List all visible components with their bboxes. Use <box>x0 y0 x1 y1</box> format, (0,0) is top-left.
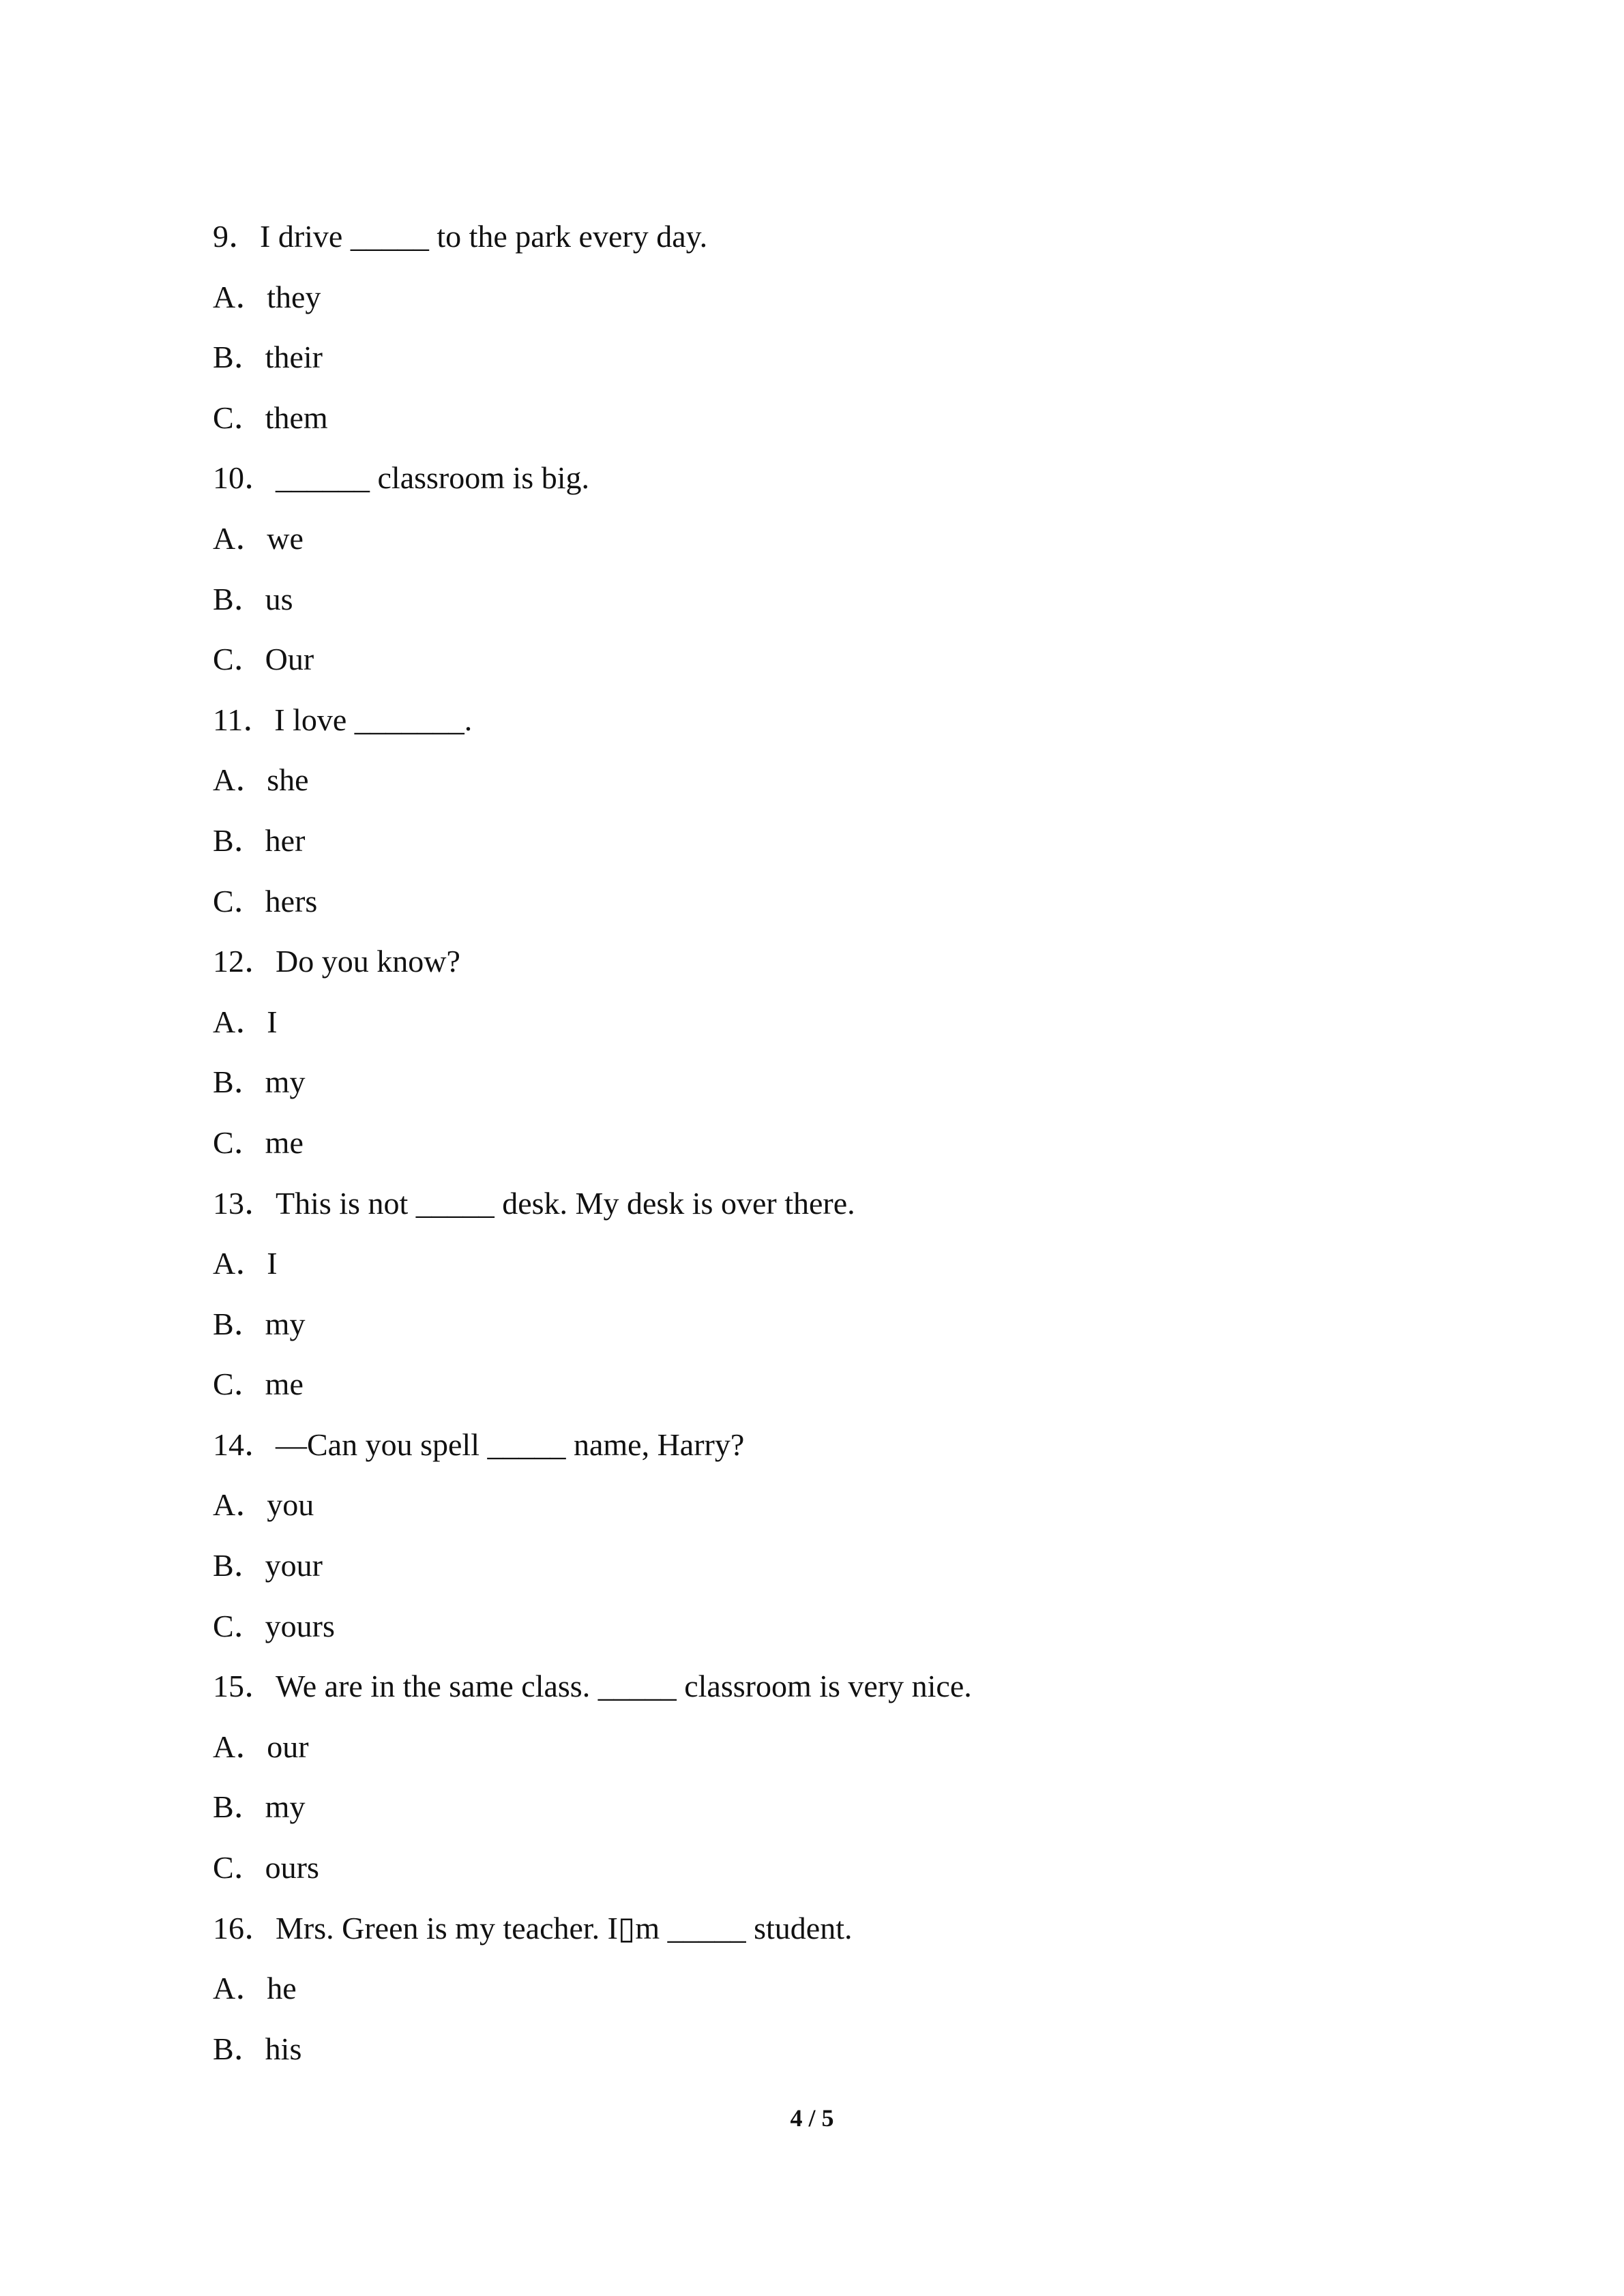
question-stem: 16．Mrs. Green is my teacher. I▯m _____ student. <box>213 1910 853 1945</box>
question-stem: 15．We are in the same class. _____ classroom is very nice. <box>213 1669 972 1704</box>
answer-option: B．his <box>213 2031 302 2066</box>
answer-option: A．he <box>213 1971 297 2006</box>
answer-option: A．I <box>213 1004 278 1039</box>
answer-option: A．our <box>213 1729 309 1764</box>
answer-option: B．her <box>213 822 306 858</box>
answer-option: C．ours <box>213 1850 319 1885</box>
answer-option: C．Our <box>213 642 314 677</box>
answer-option: B．their <box>213 340 323 375</box>
answer-option: B．us <box>213 581 293 616</box>
answer-option: C．me <box>213 1367 304 1402</box>
answer-option: C．me <box>213 1124 304 1160</box>
answer-option: A．I <box>213 1246 278 1281</box>
answer-option: A．we <box>213 520 304 556</box>
answer-option: C．yours <box>213 1608 335 1643</box>
answer-option: A．you <box>213 1487 314 1523</box>
answer-option: C．them <box>213 400 328 435</box>
answer-option: A．they <box>213 279 321 314</box>
question-stem: 14．—Can you spell _____ name, Harry? <box>213 1427 745 1462</box>
answer-option: B．my <box>213 1064 306 1100</box>
answer-option: B．your <box>213 1548 323 1583</box>
answer-option: C．hers <box>213 883 318 919</box>
question-stem: 13．This is not _____ desk. My desk is over there. <box>213 1185 855 1221</box>
question-list <box>213 213 1509 2085</box>
question-stem: 11．I love _______. <box>213 702 473 737</box>
page-number: 4 / 5 <box>790 2104 834 2132</box>
question-stem: 12．Do you know? <box>213 944 460 979</box>
answer-option: B．my <box>213 1306 306 1341</box>
answer-option: A．she <box>213 762 309 798</box>
question-stem: 9．I drive _____ to the park every day. <box>213 219 708 254</box>
question-stem: 10．______ classroom is big. <box>213 460 589 496</box>
answer-option: B．my <box>213 1789 306 1825</box>
